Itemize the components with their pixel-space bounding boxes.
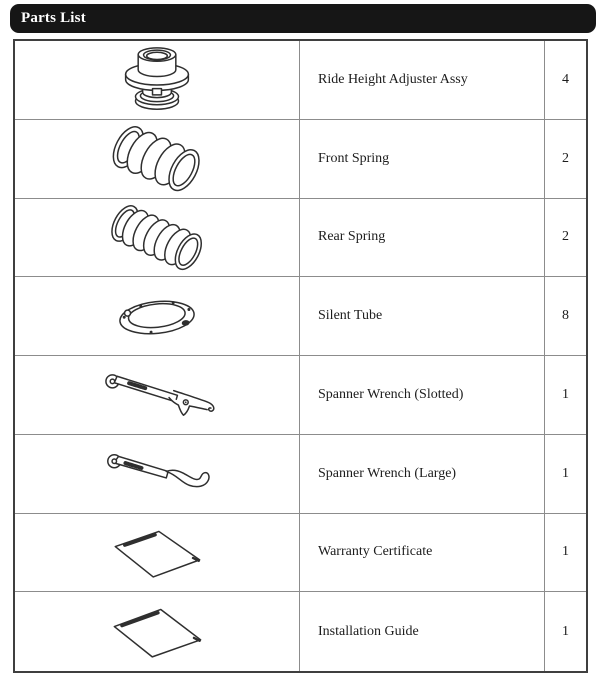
- part-qty-cell: [545, 277, 586, 356]
- part-qty: 1: [562, 544, 569, 560]
- part-image-cell: [15, 41, 300, 120]
- silent-tube-icon: [103, 284, 211, 347]
- part-qty: 2: [562, 150, 569, 166]
- part-name-cell: [300, 592, 545, 671]
- part-image-cell: [15, 435, 300, 514]
- part-qty-cell: [545, 199, 586, 278]
- part-name: Spanner Wrench (Slotted): [318, 386, 464, 402]
- part-qty-cell: [545, 435, 586, 514]
- part-qty: 1: [562, 465, 569, 481]
- part-qty: 1: [562, 386, 569, 402]
- part-name: Rear Spring: [318, 229, 386, 245]
- part-name: Silent Tube: [318, 308, 383, 324]
- part-name-cell: [300, 356, 545, 435]
- part-name: Front Spring: [318, 150, 390, 166]
- part-qty-cell: [545, 120, 586, 199]
- part-qty: 2: [562, 229, 569, 245]
- part-name: Ride Height Adjuster Assy: [318, 71, 468, 87]
- spanner-wrench-large-icon: [92, 438, 222, 509]
- installation-guide-icon: [102, 600, 212, 663]
- part-image-cell: [15, 514, 300, 593]
- part-image-cell: [15, 199, 300, 278]
- part-qty-cell: [545, 514, 586, 593]
- part-image-cell: [15, 356, 300, 435]
- part-name-cell: [300, 277, 545, 356]
- part-image-cell: [15, 120, 300, 199]
- part-qty-cell: [545, 356, 586, 435]
- part-qty-cell: [545, 41, 586, 120]
- parts-table: [13, 39, 588, 673]
- ride-height-adjuster-icon: [105, 42, 209, 117]
- part-name-cell: [300, 120, 545, 199]
- part-name-cell: [300, 41, 545, 120]
- page-title: Parts List: [21, 10, 86, 26]
- part-name: Warranty Certificate: [318, 544, 433, 560]
- part-name: Installation Guide: [318, 623, 419, 639]
- part-name: Spanner Wrench (Large): [318, 465, 457, 481]
- part-image-cell: [15, 277, 300, 356]
- rear-spring-icon: [103, 200, 211, 275]
- part-name-cell: [300, 199, 545, 278]
- part-qty: 4: [562, 71, 569, 87]
- part-qty: 1: [562, 623, 569, 639]
- part-qty: 8: [562, 308, 569, 324]
- part-image-cell: [15, 592, 300, 671]
- warranty-certificate-icon: [102, 521, 212, 584]
- part-name-cell: [300, 514, 545, 593]
- spanner-wrench-slotted-icon: [92, 360, 222, 431]
- part-qty-cell: [545, 592, 586, 671]
- header-bar: [10, 4, 596, 33]
- part-name-cell: [300, 435, 545, 514]
- front-spring-icon: [103, 121, 211, 196]
